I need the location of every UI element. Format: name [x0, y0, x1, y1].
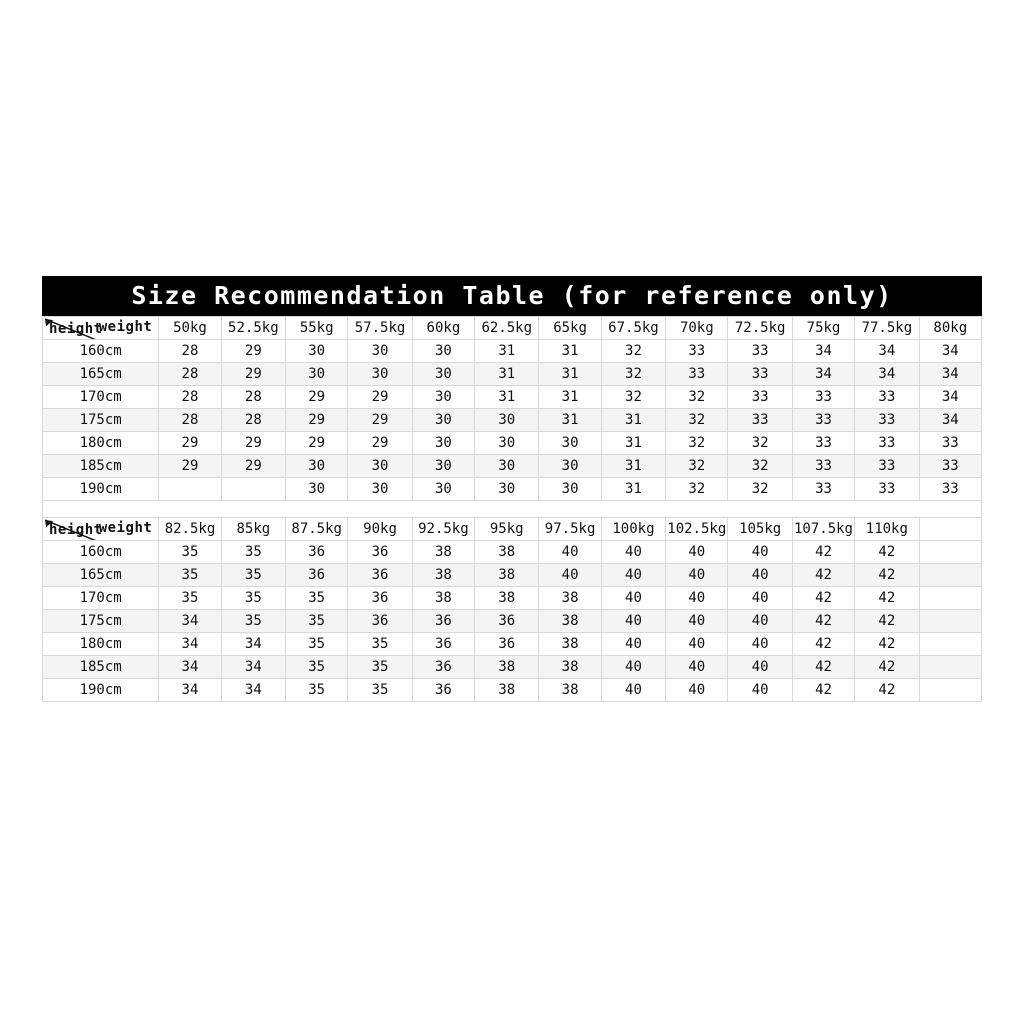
size-cell: 35: [348, 633, 412, 656]
weight-header-cell: 50kg: [159, 317, 221, 340]
size-cell: 36: [348, 587, 412, 610]
size-cell: 42: [792, 656, 854, 679]
size-cell: 36: [475, 633, 539, 656]
size-cell: 33: [855, 478, 919, 501]
table-row: [43, 363, 982, 386]
size-cell: 31: [539, 340, 601, 363]
size-cell: 33: [666, 340, 728, 363]
height-header-cell: 160cm: [43, 340, 159, 363]
size-cell: 35: [221, 587, 285, 610]
size-cell: 36: [348, 610, 412, 633]
size-cell: 40: [539, 541, 601, 564]
size-cell: 34: [919, 386, 981, 409]
size-cell: 40: [601, 541, 665, 564]
table-row: [43, 610, 982, 633]
size-cell: 32: [666, 409, 728, 432]
size-table-container: [42, 276, 982, 702]
size-cell: 35: [221, 564, 285, 587]
size-cell: 33: [792, 409, 854, 432]
size-cell: 30: [348, 455, 412, 478]
size-cell: 30: [539, 432, 601, 455]
size-cell: 30: [539, 478, 601, 501]
size-cell: 35: [221, 541, 285, 564]
weight-header-cell: 95kg: [475, 518, 539, 541]
weight-header-cell: 110kg: [855, 518, 919, 541]
size-cell: 42: [855, 679, 919, 702]
table-header-row: [43, 317, 982, 340]
size-cell: 34: [221, 633, 285, 656]
size-cell: 30: [412, 409, 474, 432]
size-cell: 32: [601, 340, 665, 363]
size-cell: 42: [855, 587, 919, 610]
size-cell: 40: [601, 564, 665, 587]
weight-header-cell: 70kg: [666, 317, 728, 340]
size-cell: 38: [475, 541, 539, 564]
size-cell: 36: [348, 541, 412, 564]
table-row: [43, 478, 982, 501]
height-header-cell: 170cm: [43, 587, 159, 610]
size-cell-empty: [919, 679, 981, 702]
size-cell: 31: [475, 363, 539, 386]
size-cell: 38: [475, 564, 539, 587]
size-cell: 40: [728, 541, 792, 564]
size-cell: 30: [475, 409, 539, 432]
height-header-cell: 190cm: [43, 478, 159, 501]
size-cell: 34: [919, 409, 981, 432]
size-cell: 34: [919, 363, 981, 386]
size-cell: 31: [601, 478, 665, 501]
size-cell: 34: [792, 363, 854, 386]
size-cell: 35: [348, 679, 412, 702]
table-row: [43, 633, 982, 656]
size-cell: 33: [792, 432, 854, 455]
size-cell: 34: [855, 340, 919, 363]
size-cell: 42: [855, 541, 919, 564]
table-block-spacer: [43, 501, 982, 518]
size-cell: 30: [475, 432, 539, 455]
size-cell: 34: [221, 656, 285, 679]
size-cell: 35: [286, 633, 348, 656]
size-cell: 40: [728, 610, 792, 633]
weight-header-cell: 100kg: [601, 518, 665, 541]
size-cell: 42: [792, 541, 854, 564]
size-cell: 29: [221, 432, 285, 455]
size-cell-empty: [919, 610, 981, 633]
weight-header-cell: 65kg: [539, 317, 601, 340]
size-cell: 30: [286, 478, 348, 501]
height-header-cell: 180cm: [43, 633, 159, 656]
weight-header-cell: 87.5kg: [286, 518, 348, 541]
size-cell: 40: [666, 656, 728, 679]
size-cell: 30: [412, 363, 474, 386]
weight-header-cell: 52.5kg: [221, 317, 285, 340]
size-cell: 33: [855, 409, 919, 432]
table-header-row: [43, 518, 982, 541]
table-row: [43, 679, 982, 702]
size-cell: 31: [539, 386, 601, 409]
size-cell: 28: [221, 386, 285, 409]
size-cell: 38: [475, 587, 539, 610]
weight-header-cell: 107.5kg: [792, 518, 854, 541]
size-cell: 34: [159, 656, 221, 679]
size-cell: 30: [412, 455, 474, 478]
size-cell: 36: [412, 633, 474, 656]
size-cell: 33: [728, 340, 792, 363]
size-cell: 31: [475, 386, 539, 409]
size-cell: 34: [919, 340, 981, 363]
size-cell: 38: [539, 656, 601, 679]
size-cell: 34: [159, 633, 221, 656]
size-cell: 31: [601, 432, 665, 455]
size-cell: 38: [412, 564, 474, 587]
size-cell: 29: [286, 386, 348, 409]
weight-header-empty: [919, 518, 981, 541]
size-cell: 30: [412, 432, 474, 455]
height-header-cell: 180cm: [43, 432, 159, 455]
size-cell: 40: [666, 564, 728, 587]
size-cell: 30: [475, 478, 539, 501]
size-cell: 28: [221, 409, 285, 432]
height-axis-label: height: [49, 321, 103, 337]
height-header-cell: 190cm: [43, 679, 159, 702]
size-cell: 40: [601, 633, 665, 656]
size-cell: 34: [792, 340, 854, 363]
size-cell: 33: [792, 478, 854, 501]
height-header-cell: 165cm: [43, 363, 159, 386]
size-cell: 40: [601, 656, 665, 679]
size-cell: 29: [286, 409, 348, 432]
size-cell: 36: [412, 656, 474, 679]
size-cell: 35: [159, 587, 221, 610]
size-cell: 33: [919, 455, 981, 478]
size-cell: 36: [412, 610, 474, 633]
size-cell: 33: [728, 386, 792, 409]
size-cell: 35: [159, 564, 221, 587]
table-row: [43, 432, 982, 455]
height-header-cell: 160cm: [43, 541, 159, 564]
size-cell: 40: [666, 633, 728, 656]
size-cell: 42: [855, 610, 919, 633]
axis-corner-cell: [43, 518, 159, 541]
height-header-cell: 185cm: [43, 656, 159, 679]
weight-header-cell: 102.5kg: [666, 518, 728, 541]
size-cell-empty: [919, 564, 981, 587]
size-cell: 34: [221, 679, 285, 702]
size-cell: 35: [286, 610, 348, 633]
size-cell: 28: [159, 340, 221, 363]
height-header-cell: 185cm: [43, 455, 159, 478]
height-header-cell: 175cm: [43, 409, 159, 432]
weight-header-cell: 57.5kg: [348, 317, 412, 340]
size-cell: 38: [539, 633, 601, 656]
size-cell: 36: [286, 564, 348, 587]
size-cell: 28: [159, 386, 221, 409]
size-cell: 28: [159, 409, 221, 432]
table-row: [43, 656, 982, 679]
size-cell: 38: [412, 541, 474, 564]
weight-header-cell: 67.5kg: [601, 317, 665, 340]
size-cell: 40: [666, 587, 728, 610]
size-cell: 32: [666, 478, 728, 501]
size-cell: 38: [412, 587, 474, 610]
size-cell: 34: [159, 610, 221, 633]
size-cell: 42: [792, 610, 854, 633]
weight-axis-label: weight: [98, 520, 153, 536]
size-cell: 40: [601, 587, 665, 610]
size-cell: 40: [666, 610, 728, 633]
height-header-cell: 165cm: [43, 564, 159, 587]
size-cell-empty: [919, 541, 981, 564]
spacer-cell: [43, 501, 982, 518]
size-cell: 40: [601, 679, 665, 702]
size-cell: 28: [159, 363, 221, 386]
size-cell: 33: [792, 455, 854, 478]
weight-header-cell: 77.5kg: [855, 317, 919, 340]
size-cell: 38: [539, 610, 601, 633]
size-cell: 32: [728, 455, 792, 478]
size-cell: 30: [539, 455, 601, 478]
size-cell: 30: [475, 455, 539, 478]
size-cell: 40: [728, 587, 792, 610]
size-cell: 42: [855, 656, 919, 679]
size-cell: 32: [728, 432, 792, 455]
size-cell: 32: [728, 478, 792, 501]
weight-header-cell: 85kg: [221, 518, 285, 541]
size-cell: 32: [601, 363, 665, 386]
table-row: [43, 541, 982, 564]
size-cell: 36: [348, 564, 412, 587]
weight-axis-label: weight: [98, 319, 153, 335]
height-header-cell: 175cm: [43, 610, 159, 633]
table-row: [43, 564, 982, 587]
size-cell: 38: [475, 679, 539, 702]
table-title: Size Recommendation Table (for reference only): [42, 276, 982, 316]
size-cell: 42: [855, 564, 919, 587]
size-cell: 31: [601, 455, 665, 478]
size-cell: 36: [286, 541, 348, 564]
size-cell: 42: [855, 633, 919, 656]
weight-header-cell: 62.5kg: [475, 317, 539, 340]
size-cell: 33: [792, 386, 854, 409]
size-cell: 35: [159, 541, 221, 564]
size-cell: 29: [348, 409, 412, 432]
size-cell: 30: [348, 363, 412, 386]
height-header-cell: 170cm: [43, 386, 159, 409]
size-cell: 36: [412, 679, 474, 702]
size-cell: 40: [728, 633, 792, 656]
weight-header-cell: 97.5kg: [539, 518, 601, 541]
weight-header-cell: 75kg: [792, 317, 854, 340]
size-cell: 42: [792, 587, 854, 610]
size-cell: 33: [728, 363, 792, 386]
size-cell: 31: [539, 409, 601, 432]
weight-header-cell: 55kg: [286, 317, 348, 340]
size-cell-empty: [159, 478, 221, 501]
size-cell: 33: [919, 478, 981, 501]
size-cell: 30: [286, 455, 348, 478]
size-cell: 33: [855, 386, 919, 409]
size-cell: 30: [412, 340, 474, 363]
table-row: [43, 386, 982, 409]
size-cell: 40: [728, 679, 792, 702]
table-row: [43, 587, 982, 610]
size-cell-empty: [919, 656, 981, 679]
table-row: [43, 340, 982, 363]
size-cell: 42: [792, 564, 854, 587]
size-cell-empty: [919, 633, 981, 656]
size-cell: 42: [792, 633, 854, 656]
size-cell: 29: [221, 455, 285, 478]
weight-header-cell: 80kg: [919, 317, 981, 340]
weight-header-cell: 90kg: [348, 518, 412, 541]
size-cell: 30: [348, 340, 412, 363]
size-cell: 30: [286, 363, 348, 386]
weight-header-cell: 82.5kg: [159, 518, 221, 541]
table-row: [43, 409, 982, 432]
size-cell: 34: [159, 679, 221, 702]
size-cell: 35: [348, 656, 412, 679]
size-cell: 33: [855, 455, 919, 478]
height-axis-label: height: [49, 522, 103, 538]
weight-header-cell: 72.5kg: [728, 317, 792, 340]
size-cell: 35: [221, 610, 285, 633]
size-cell: 40: [666, 541, 728, 564]
size-cell: 42: [792, 679, 854, 702]
size-cell: 40: [728, 564, 792, 587]
size-cell: 35: [286, 656, 348, 679]
size-cell: 32: [666, 386, 728, 409]
size-cell: 33: [666, 363, 728, 386]
size-cell: 29: [221, 363, 285, 386]
size-cell: 33: [728, 409, 792, 432]
size-cell: 30: [286, 340, 348, 363]
size-cell: 34: [855, 363, 919, 386]
size-cell: 31: [601, 409, 665, 432]
weight-header-cell: 92.5kg: [412, 518, 474, 541]
size-cell: 40: [601, 610, 665, 633]
weight-header-cell: 60kg: [412, 317, 474, 340]
size-cell: 38: [475, 656, 539, 679]
table-row: [43, 455, 982, 478]
size-cell: 30: [412, 478, 474, 501]
size-cell-empty: [919, 587, 981, 610]
size-cell: 30: [348, 478, 412, 501]
size-cell: 32: [601, 386, 665, 409]
size-recommendation-table: [42, 316, 982, 702]
axis-corner-cell: [43, 317, 159, 340]
size-cell-empty: [221, 478, 285, 501]
size-cell: 38: [539, 587, 601, 610]
weight-header-cell: 105kg: [728, 518, 792, 541]
size-cell: 35: [286, 679, 348, 702]
size-cell: 33: [855, 432, 919, 455]
size-cell: 29: [348, 386, 412, 409]
size-cell: 29: [221, 340, 285, 363]
size-cell: 31: [475, 340, 539, 363]
size-cell: 31: [539, 363, 601, 386]
size-cell: 29: [348, 432, 412, 455]
size-cell: 32: [666, 432, 728, 455]
size-cell: 36: [475, 610, 539, 633]
size-cell: 29: [159, 455, 221, 478]
size-cell: 32: [666, 455, 728, 478]
size-cell: 40: [666, 679, 728, 702]
size-cell: 38: [539, 679, 601, 702]
size-cell: 35: [286, 587, 348, 610]
size-cell: 33: [919, 432, 981, 455]
size-cell: 29: [286, 432, 348, 455]
size-cell: 40: [728, 656, 792, 679]
size-cell: 40: [539, 564, 601, 587]
size-cell: 29: [159, 432, 221, 455]
size-cell: 30: [412, 386, 474, 409]
